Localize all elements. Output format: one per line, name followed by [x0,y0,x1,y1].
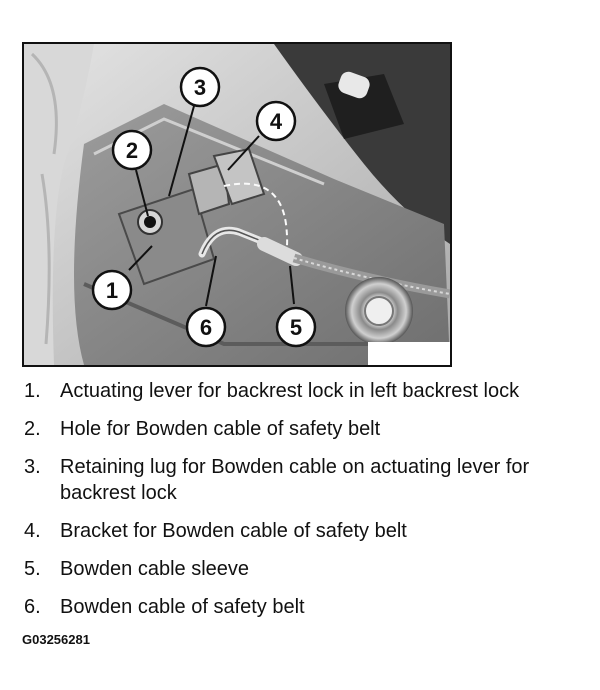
callout-label-3: 3 [193,75,207,100]
legend-number: 6. [24,596,41,618]
legend-text: Bowden cable sleeve [60,558,250,580]
legend-text: Bowden cable of safety belt [60,596,305,618]
legend-item [24,416,584,442]
callout-label-1: 1 [105,278,119,303]
callout-label-2: 2 [125,138,139,163]
callout-label-5: 5 [289,315,303,340]
legend-item [24,378,584,404]
legend-item [24,594,584,620]
legend-number: 4. [24,520,41,542]
legend-text: Actuating lever for backrest lock in left backrest lock [60,380,520,402]
figure-illustration [24,44,450,365]
figure-code: G03256281 [22,632,90,647]
legend-item [24,556,584,582]
legend-item [24,518,584,544]
legend-list [24,378,584,632]
callout-1 [93,271,131,309]
legend-text: Retaining lug for Bowden cable on actuating lever for backrest lock [60,456,530,504]
figure-photo [22,42,452,367]
legend-number: 3. [24,456,41,478]
callout-label-6: 6 [199,315,213,340]
callout-label-4: 4 [269,109,283,134]
legend-text: Hole for Bowden cable of safety belt [60,418,381,440]
legend-number: 5. [24,558,41,580]
callout-4 [257,102,295,140]
legend-number: 2. [24,418,41,440]
lever-hole [144,216,156,228]
legend-text: Bracket for Bowden cable of safety belt [60,520,407,542]
grommet-center [365,297,393,325]
legend-number: 1. [24,380,41,402]
legend-item [24,454,584,506]
callout-3 [181,68,219,106]
callout-5 [277,308,315,346]
photo-label-area [368,342,450,365]
callout-2 [113,131,151,169]
callout-6 [187,308,225,346]
